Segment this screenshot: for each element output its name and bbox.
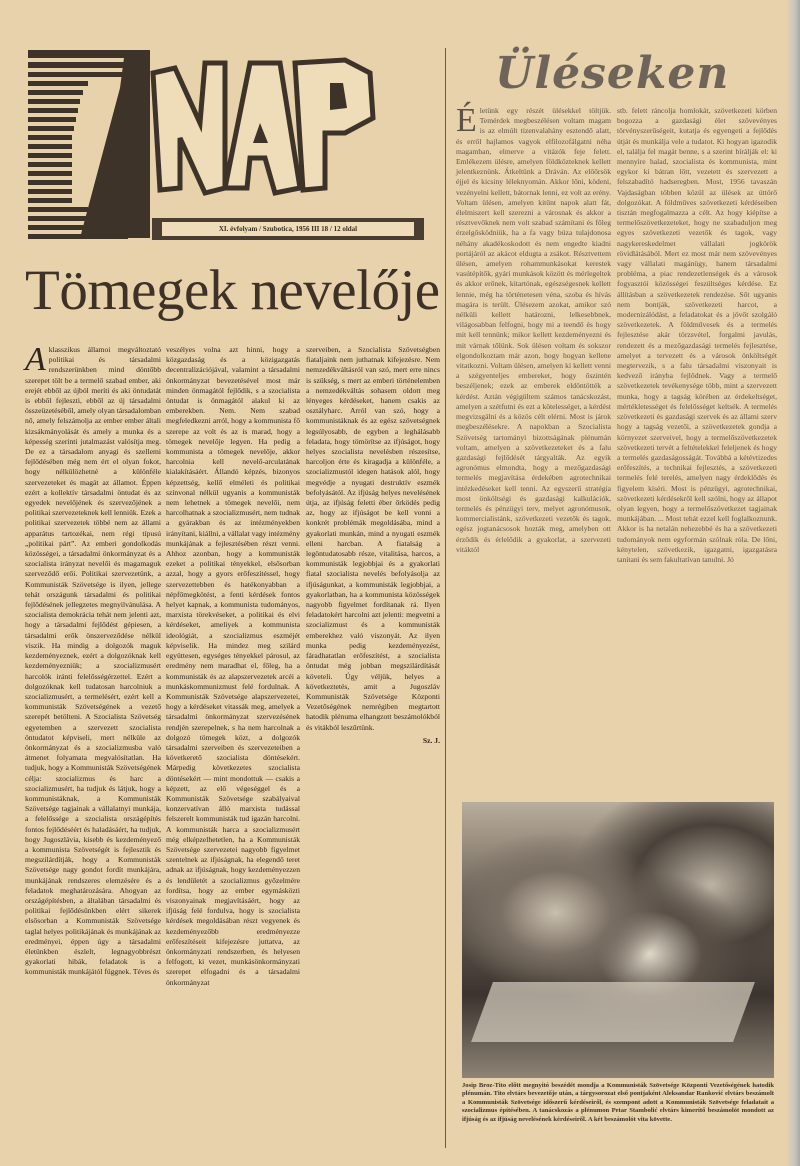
side-article-column-2 — [617, 106, 777, 565]
main-headline: Tömegek nevelője — [25, 259, 440, 322]
issue-info-bar — [152, 218, 424, 240]
column-text: veszélyes volna azt hinni, hogy a közgazdaság és a közigazgatás decentralizációjával, valamint a társadalmi önkormányzat bevezetésével most már minden önmagától fejlődik, s a szocialista öntudat is önmagától alakul ki az emberekben. Nem. Nem szabad megfeledkezni arról, hogy a kommunista fő szerepe az volt és az is marad, hogy a tömegek nevelője legyen. Ha pedig a kommunista a tömegek nevelője, akkor harcolnia kell nevelő-arculatának kialakításáért. Állandó képzés, bizonyos képzettség, kellő elméleti és politikai színvonal nélkül ugyanis a kommunisták nem lehetnek a tömegek nevelői, nem harcolhatnak a szocializmusért, nem tudnak a gyárakban és az intézményekben irányítani, kiállni, a vállalat vagy intézmény munkájának a fejlesztésében részt venni. Ahhoz azonban, hogy a kommunisták ezeket a politikai tényekkel, elsősorban azzal, hogy a gyors erőfeszítéssel, hogy szervezettebben és hatékonyabban a népfőmegkötést, a fenti kérdések fontos helyet kapnak, a kommunista tudományos, marxista törekvéseket, a politikai és elvi kérdéseket, ameliyek a kommunista ideológiát, a szocializmus eszméjét képviselik. Ha mindez meg szilárd együttesen, egységes tényekkel párosul, az eredmény nem maradhat el, főleg, ha a kommunisták és az alapszervezetek arcéi a munkáskommunizmust felé fordulnak. A Kommunisták Szövetsége alapszervezetei, hogy a kérdéseket vitassák meg, amelyek a társadalmi önkormányzat szervezésének rendjén szerepelnek, s ha nem harcolnak a dolgozó tömegek közt, a dolgozók társadalmi szerveiben és szervezeteiben a követkerető szocialista döntésekért. Márpedig következetes szocialista döntésekért — mint mondottuk — csakis a képzett, az elő végeséggel és a Kommunisták Szövetsége szabályaival konzervatívan álló marxista tudással felszerelt kommunisták tud igazán harcolni. A kommunisták harca a szocializmusért még elképzelhetetlen, ha a Kommunisták Szövetsége szervezetei nagyobb figyelmet szentelnek az ifjúságnak, ha elegendő teret adnak az ifjúságnak, hogy kezdeményezzen és lendületét a szocializmus győzelmére fordítsa, hogy az ember egymásközti viszonyainak megjavításáért, hogy az ifjúság felé fordulva, hogy is szocialista kérdések megoldásában részt vegyenek és kezdeményezőbb eredményezze erőfeszítéseit kifejezésre juttatva, az önkormányzati rendszerben, és helyesen felfogott, ki vezet, munkásönkormányzati szerepet elfogadni és a társadalmi önkormányzat — [166, 345, 300, 987]
page-edge — [786, 0, 800, 1166]
side-article-column-1 — [456, 102, 611, 555]
logo-seven-stripes — [28, 50, 150, 239]
drop-cap: A — [25, 341, 46, 378]
side-article-title: Üléseken — [495, 48, 730, 99]
masthead-logo — [25, 48, 440, 243]
photo-table-detail — [471, 982, 755, 1042]
column-text: stb. felett ráncolja homlokát, szövetkezeti körben bogozza a gazdasági élet szövevényes törvényszerűségeit, kutatja és egyengeti a fejlődés útját és munkálja vele a tudatot. Ki hogyan igazodik el, találja fel magát benne, s a szerint bírálják el: ki mennyire halad, szocialista és kommunista, mint egykor ki bátran lőtt, vezetett és szervezett a felszabadító hadseregben. Most, 1956 tavaszán Vajdaságban többen közül az ülések az úttörő dolgozókat. A földműves szövetkezeti kérdéseiben tisztán megfogalmazza a célt. Az hogy kiépítse a termelőszövetkezeteket, hogy ne szabaduljon meg egyes szövetkezeti vezetők és tagok, vagy nagykereskedelmet vállalati jogkörök rövidlátásából. Mert ez most már nem szövevényes vagy vállalati magánügy, hanem társadalmi probléma, a piac rendezetlenségek és a városok fogyasztói közösségei feszültséges kérdése. Ez állításban a szövetkezetek rendezése. Sőt ugyanis nem bontják, szövetkezeti harcot, a modernizálódást, a feladatokat és a jövőt szolgáló szövetkezetek. A földművesek és a termelés fejlesztése akár törzsvétel, forgalmi javulás, rendezett és a mezőgazdasági termelés fejlesztése, amelyet a tervezett és a városok önköltségét megtervezik, s a falu társadalmi viszonyait is kedvező irányba fejlődnek. Vagy a termelő szövetkezetek tevékenysége több, mint a szervezett munka, hogy a tagság körében az érdekeltséget, mértékletességet és felelősséget keltsék. A termelés szövetkezeti és gazdasági szervek és az állami szerv hogy a tagság vezetői, a szövetkezetek gondja a környezet szerveivel, hogy a termelőszövetkezetek szövetkezeti tervét a feltételekkel feleljenek és hogy a termelés gazdaságosságát. Továbbá a kétévtizedes erőfeszítés, a technikai fejlesztés, a szövetkezeti termelés felé terelés, amelyen nagy érdeklődés és figyelem kíséri. Most is pénzügyi, agrotechnikai, szövetkezeti kérdésekről kell szólni, hogy az állapot olyan legyen, hogy a termelőszövetkezet tagjainak munkájában. ... Most tehát ezzel kell foglalkoznunk. Akkor is ha netalán nehezebbé és ha a szövetkezeti tudományok nem egyformán szólnak róla. De lőni, kénytelen, szövetkezik, igazgatni, igazgatásra tanítani és sem fakultatívan tanulni. Jó — [617, 106, 777, 564]
article-signature: Sz. J. — [422, 735, 440, 745]
column-text: letünk egy részét ülésekkel töltjük. Temérdek megbeszélésen voltam magam is az elmúlt tizenvalahány esztendő alatt, és erről hajlamos vagyok elfilozofálgatni néha magamban, elmerve a vitázók feje felett. Emlékezem ülésre, amelyen földközteknek kellett jelentkeznünk. Átkeltünk a Dráván. Az előőrsök éjjel és kicsiny léleknyomán. Akkor lőni, ködeni, vezényelni kellett, bátornak lenni, ez volt az erény. Voltam ülésen, amelyen kitűnt napok alatt fát, élelmiszert kell szerezni a városnak és akkor a résztvevőknek nem volt szabad számítani és főleg érzelgősködniük, ha a fa vagy búza tulajdonosa néhány akadékoskodott és nem engedte kiadni portájáról az akácot eldugta a zsákot. Résztvettem ülésen, amelyen rohammunkásokat kerestek vasútépítők, gyári munkások között és mérlegeltek és akkor erőnek, kitartónak, egészségesnek kellett lennie, még ha történetesen véna, szoba és hívás magára is terült. Ülésezem azokat, amikor szó nélküli kellett határozni, lelkesebbnek, világosabban felfogni, hogy mi a teendő és hogy mit kell tennünk; mikor kellett kezdeményezni és mit várnak tőlünk. Sok ülésen voltam és sokszor elgondolkoztam már azon, hogy hogyan kellene vitatkozni. Voltam ülésen, amelyen ki kellett venni a szégyenteljes embereket, hogy őszintén beszéljenek; ezek az emberek eldöntötték a kérdést. Aztán végigültem számos tanácskozást, amelyen a szétfutni és ezt a kötelességet, a kérdést megvizsgálni és a közös célt elérni. Most is járok megbeszélésekre. A napokban a Szocialista Szövetség tartományi bizottságának plénumán voltam, amelyen a szövetkezeteket és a falu gazdasági fejlődését tárgyalták. Az egyik agronómus elmondta, hogy a mezőgazdasági termelés megjavítása érdekében agrotechnikai intézkedéseket kell tenni. Az egyszerű stratégia most önköltségi és gazdasági kalkulációk, termelés és pénzügyi terv, melyet agronómusok, kommercialistánk, szövetkezeti vezetők és tagok, egész jogtanácsosok hozták meg, amelyben ott érződik és érlelődik a gyakorlat, a szervezeti vitáktól — [456, 106, 611, 554]
column-text: szerveiben, a Szocialista Szövetségben fiataljaink nem juthatnak kifejezésre. Nem nemzedékváltásról van szó, mert erre nincs is szükség, s mert az emberi történelemben a nemzedékváltás sohasem oldott meg lényeges kérdéseket, hanem csakis az osztályharc. Arról van szó, hogy a kommunistáknak és az egész szövetségnek legsúlyosabb, de egyben a leghálásabb feladata, hogy tömörítse az ifjúságot, hogy helyes szocialista nevelésben részesítse, harcoljon érte és kiragadja a különféle, a szocializmustól idegen hatások alól, hogy megvédje a nyugati destruktív eszmék befolyásától. Az ifjúság helyes nevelésének útja, az ifjúság feletti éber őrködés pedig az, hogy az ifjúságot be kell vonni a konkrét problémák megoldásába, mind a gyakorlati munkán, mind a nyugati eszmék elleni harcban. A fiatalság a legöntudatosabb része, vitalitása, harcos, a kommunisták legjobbjai és a gyakorlati fiatal szocialista nevelés befolyásolja az ifjúságunkat, a kommunisták legjobbjai, a gyakorlatban, ha a kommunista közösségek nagyobb figyelmet fordítanak rá. Ilyen feladatokért harcolni azt jelenti: megvetni a szocializmust és a kommunisták emberekhez való viszonyát. Az ilyen munka pedig kezdeményezést, fáradhatatlan erőfeszítést, a szocialista öntudat még jobban megszilárdítását követeli. Úgy véljük, helyes a következtetés, amit a Jugoszláv Kommunisták Szövetsége Központi Vezetőségének nemrégiben megtartott hatodik plénuma elhangzott beszámolókból és vitákból leszűrtünk. — [306, 345, 440, 732]
main-article-column-2 — [166, 345, 300, 988]
column-text: klasszikus államoi megváltoztató politikai és társadalmi rendszerünkben mind döntőbb szerepet tölt be a termelő szabad ember, aki erejét ebből az újból meríti és aki öntudatát is ebből fejleszti, ebből az új társadalmi összeüzetéséből, amely olyan társadalomban nő, amely felszámolja az ember ember általi kizsákmányolását és amely a munka és a képesség szerinti jutalmazást valósítja meg. De ez a társadalom anyagi és szellemi fejlődésében még nem ért el olyan fokot, hogy nélkülözhetné a különféle szervezeteket és magát az államot. Éppen ezért a kollektív társadalmi öntudat és az egyedek nevelőjének és szervezőjének a politikai szervezeteknek kell lenniük. Ezek a politikai szervezetek többé nem az állami apparátus tartozékai, nem régi típusú „politikai párt”. Az emberi gondolkodás közösségei, a társadalmi önkormányzat és a szocialista irányzat nevelői és magamaguk szerveződő erői. Politikai szervezetünk, a Kommunisták Szövetsége is ilyen, jellege tehát országunk társadalmi és politikai fejlődésének jellegzetes megnyilvánulása. A szocialista demokrácia tehát nem jelenti azt, hogy a társadalmi fejlődést gépiesen, a társadalmi erők önszerveződése nélkül viszik. Ha mindig a dolgozók maguk kezdeményeznek, ezért a dolgozóknak kell kezdeményezniük; a szocializmusért harcolók iránti felelősségérzettel. Ezért a dolgozóknak kell tudatosan harcolniuk a szocializmusért, a termelésért, ezért kell a kommunisták Szövetségének a vezető szerepét betölteni. A Szocialista Szövetség egyetemben a szervezett szocialista öntudatot képviseli, mert nélküle az önkormányzat és a szocializmusba való átmenet folyamata megvalósítatlan. Ha tudjuk, hogy a Kommunisták Szövetségének célja: szocializmus és harc a szocializmusért, ha tudjuk és látjuk, hogy a kommunistáknak, a Kommunisták Szövetsége tagjainak a vállalatnyi munkája, a felelőssége a szocialista országépítés fontos fejlődéséért és haladásáért, ha tudjuk, hogy Jugoszlávia, kisebb és kezdeményező a kommunista Szövetségét is fejlesztik és megszilárdítják, hogy a Kommunisták Szövetsége nagy gondot fordít munkájára, munkájának rendszeres elemzésére és a feladatok meghatározására. Ahogyan az országépítésben, a általában társadalmi és politikai fejlődésünkben elért sikerek elsősorban a Kommunisták Szövetsége taglal helyes politikájának és munkájának az eredményei, éppen úgy a társadalmi életünkben észlelt, legnagyobbrészt gyakorlati hibák, feladatok is a kommunisták munkájától függnek. Téves és — [25, 345, 161, 977]
issue-line: XI. évfolyam / Szubotica, 1956 III 18 / 12 oldal — [162, 222, 414, 236]
drop-cap: É — [456, 102, 477, 139]
logo-nap-letters — [153, 60, 373, 193]
photo-caption: Josip Broz-Tito előtt megnyitó beszédét mondja a Kommunisták Szövetsége Központi Vezetőségének hatodik plénumán. Tito elvtárs bevezetője után, a tárgysorozat első pontjaként Aleksandar Ranković elvtárs beszámolt a Kommunisták Szövetsége időszerű kérdéseiről, és szempont adott a Kommunisták Szövetsége feladatait a szocializmus építésében. A tanácskozás a plénumon Petar Stambolić elvtárs kimerítő beszámolót mondott az ifjúság és az ifjúság nevelésének kérdéseiről. A két beszámolót vita követte. — [462, 1082, 774, 1123]
column-divider — [445, 48, 446, 1148]
main-article-column-3 — [306, 345, 440, 746]
news-photo-meeting — [462, 802, 774, 1078]
main-article-column-1 — [25, 341, 161, 978]
